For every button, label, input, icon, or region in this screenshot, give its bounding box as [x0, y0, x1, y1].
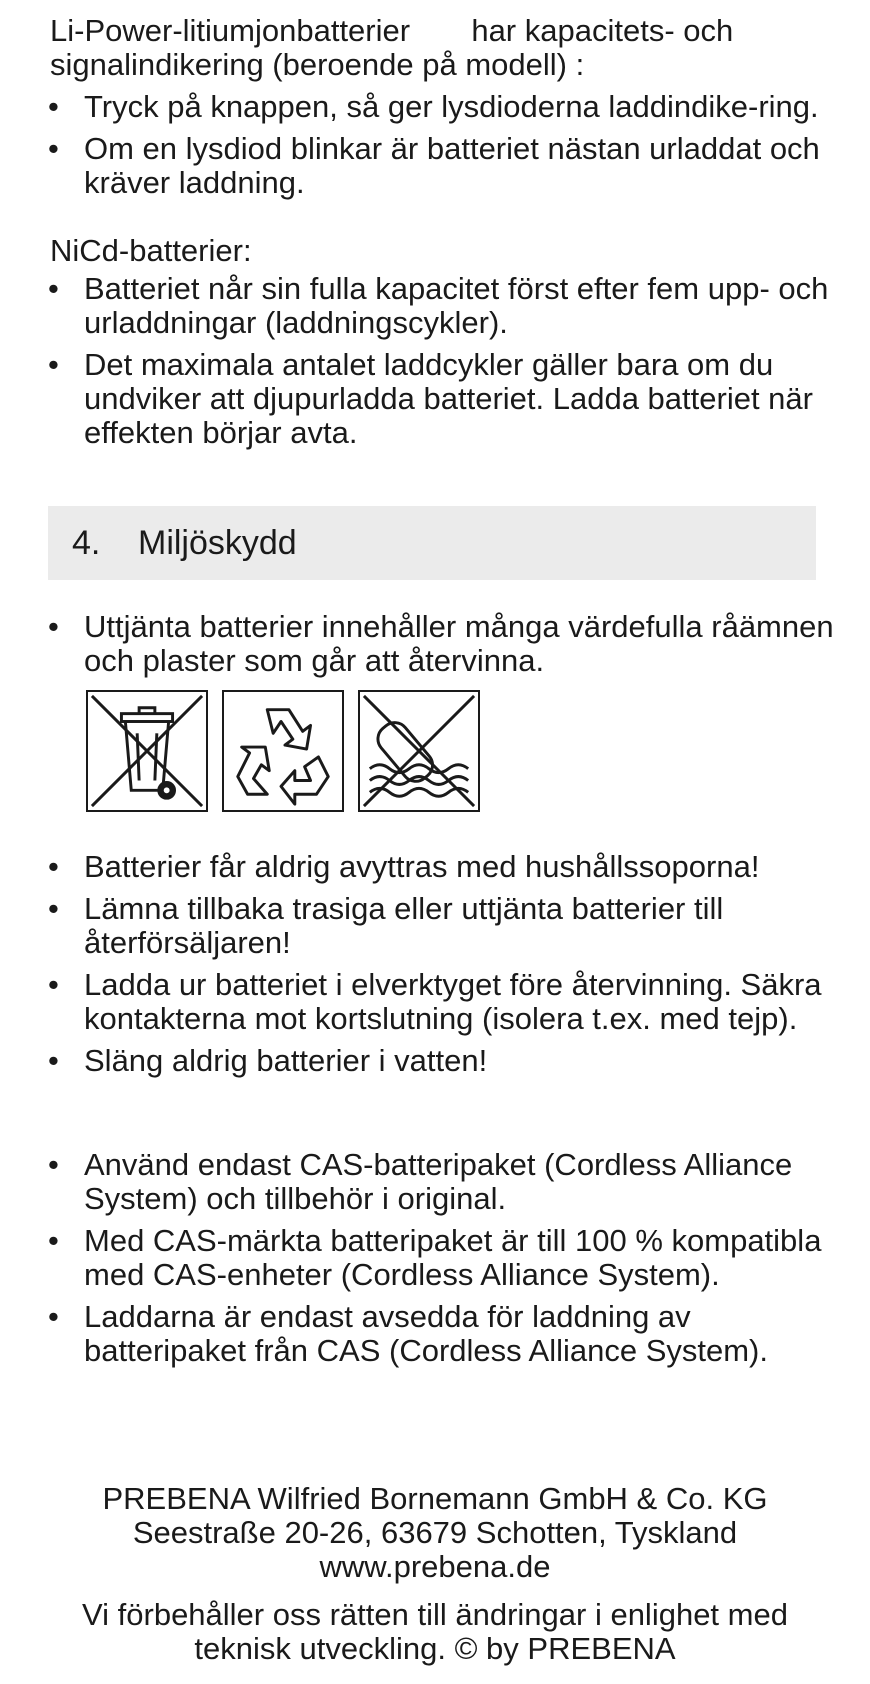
company-address: Seestraße 20-26, 63679 Schotten, Tyskland	[132, 1515, 738, 1550]
list-item: • Släng aldrig batterier i vatten!	[46, 1044, 846, 1078]
intro-line1-left: Li-Power-litiumjonbatterier	[50, 13, 411, 48]
section-heading	[48, 506, 816, 580]
list-item: • Om en lysdiod blinkar är batteriet nästan urladdat och kräver laddning.	[46, 132, 846, 200]
list-item: • Tryck på knappen, så ger lysdioderna laddindike-ring.	[46, 90, 846, 124]
list-item: • Batteriet når sin fulla kapacitet först efter fem upp- och urladdningar (laddningscykler).	[46, 272, 846, 340]
company-website: www.prebena.de	[319, 1549, 551, 1584]
disposal-symbols	[86, 690, 480, 812]
recycle-icon	[222, 690, 344, 812]
company-name: PREBENA Wilfried Bornemann GmbH & Co. KG	[102, 1481, 768, 1516]
nicd-list	[46, 272, 846, 458]
cas-list	[46, 1148, 846, 1376]
crossed-bin-icon	[86, 690, 208, 812]
list-item: • Uttjänta batterier innehåller många värdefulla råämnen och plaster som går att återvinna.	[46, 610, 846, 678]
section-title: Miljöskydd	[138, 524, 297, 562]
intro-paragraph	[50, 14, 840, 82]
list-item: • Batterier får aldrig avyttras med hushållssoporna!	[46, 850, 846, 884]
env-intro-list	[46, 610, 846, 686]
nicd-label: NiCd-batterier:	[50, 233, 252, 268]
list-item: • Lämna tillbaka trasiga eller uttjänta batterier till återförsäljaren!	[46, 892, 846, 960]
list-item: • Ladda ur batteriet i elverktyget före återvinning. Säkra kontakterna mot kortslutning (isolera t.ex. med tejp).	[46, 968, 846, 1036]
intro-line2: signalindikering (beroende på modell) :	[50, 47, 585, 82]
section-number: 4.	[72, 524, 101, 562]
list-item: • Laddarna är endast avsedda för laddning av batteripaket från CAS (Cordless Alliance System).	[46, 1300, 846, 1368]
list-item: • Använd endast CAS-batteripaket (Cordless Alliance System) och tillbehör i original.	[46, 1148, 846, 1216]
no-battery-in-water-icon	[358, 690, 480, 812]
disposal-list	[46, 850, 846, 1086]
list-item: • Med CAS-märkta batteripaket är till 100 % kompatibla med CAS-enheter (Cordless Alliance System).	[46, 1224, 846, 1292]
li-power-list	[46, 90, 846, 208]
disclaimer-line2: teknisk utveckling. © by PREBENA	[194, 1631, 676, 1666]
list-item: • Det maximala antalet laddcykler gäller bara om du undviker att djupurladda batteriet. Ladda batteriet när effekten börjar avta.	[46, 348, 846, 450]
disclaimer-line1: Vi förbehåller oss rätten till ändringar i enlighet med	[82, 1597, 788, 1632]
intro-line1-right: har kapacitets- och	[471, 13, 734, 48]
